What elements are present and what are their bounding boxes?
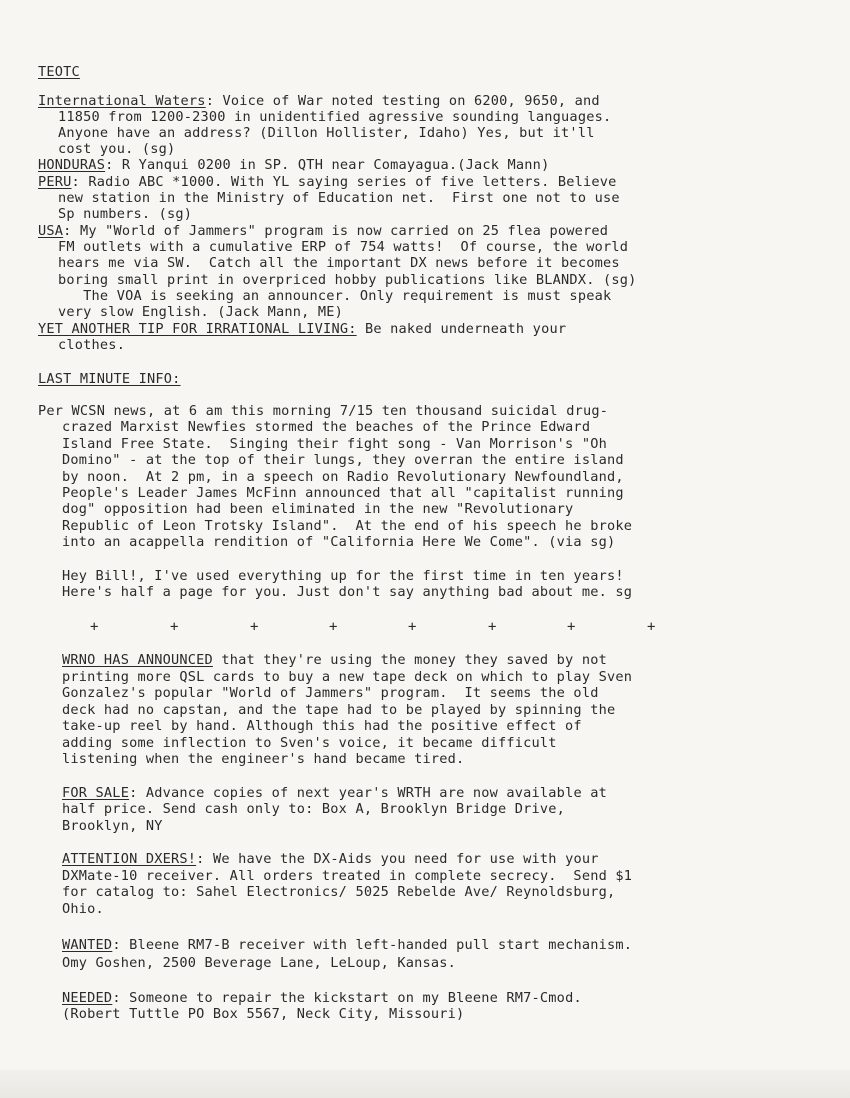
separator-plus: +	[250, 619, 259, 635]
item-text: Radio ABC *1000. With YL saying series of five letters. Believe	[88, 174, 617, 190]
news-para-line: People's Leader James McFinn announced that all "capitalist running	[62, 485, 624, 501]
ad-label: FOR SALE	[62, 785, 130, 801]
item-text: Anyone have an address? (Dillon Hollister, Idaho) Yes, but it'll	[58, 125, 595, 141]
item-text: Sp numbers. (sg)	[58, 206, 193, 222]
item-usa: USA: My "World of Jammers" program is now carried on 25 flea powered	[38, 223, 609, 239]
ad-wrno	[62, 652, 607, 668]
item-text: hears me via SW. Catch all the important DX news before it becomes	[58, 255, 620, 271]
ad-wanted: WANTED: Bleene RM7-B receiver with left-handed pull start mechanism.	[62, 937, 633, 953]
item-irrational-living-tip	[38, 321, 566, 337]
item-label: International Waters	[38, 93, 206, 109]
ad-text: Omy Goshen, 2500 Beverage Lane, LeLoup, Kansas.	[62, 955, 457, 971]
last-minute-heading: LAST MINUTE INFO:	[38, 371, 181, 387]
item-peru: PERU: Radio ABC *1000. With YL saying series of five letters. Believe	[38, 174, 617, 190]
note-line: Hey Bill!, I've used everything up for the first time in ten years!	[62, 568, 624, 584]
separator-plus: +	[170, 619, 179, 635]
item-text: boring small print in overpriced hobby publications like BLANDX. (sg)	[58, 272, 637, 288]
item-text: cost you. (sg)	[58, 141, 176, 157]
item-label: YET ANOTHER TIP FOR IRRATIONAL LIVING:	[38, 321, 357, 337]
separator-plus: +	[567, 619, 576, 635]
ad-text: Brooklyn, NY	[62, 818, 163, 834]
note-line: Here's half a page for you. Just don't say anything bad about me. sg	[62, 584, 633, 600]
ad-text: (Robert Tuttle PO Box 5567, Neck City, Missouri)	[62, 1006, 465, 1022]
ad-text: Ohio.	[62, 901, 104, 917]
item-text: 11850 from 1200-2300 in unidentified agressive sounding languages.	[58, 109, 612, 125]
item-text: new station in the Ministry of Education net. First one not to use	[58, 190, 620, 206]
ad-text: deck had no capstan, and the tape had to be played by spinning the	[62, 702, 616, 718]
item-text: FM outlets with a cumulative ERP of 754 watts! Of course, the world	[58, 239, 629, 255]
ad-text: Gonzalez's popular "World of Jammers" program. It seems the old	[62, 685, 599, 701]
ad-text: half price. Send cash only to: Box A, Brooklyn Bridge Drive,	[62, 801, 566, 817]
ad-text: adding some inflection to Sven's voice, it became difficult	[62, 735, 557, 751]
item-text: The VOA is seeking an announcer. Only requirement is must speak	[58, 288, 612, 304]
ad-text: Bleene RM7-B receiver with left-handed pull start mechanism.	[129, 937, 633, 953]
separator-plus: +	[90, 619, 99, 635]
ad-label: ATTENTION DXERS!	[62, 851, 197, 867]
item-text: Be naked underneath your	[365, 321, 567, 337]
item-text: clothes.	[58, 337, 126, 353]
ad-text: We have the DX-Aids you need for use with your	[212, 851, 599, 867]
item-text: very slow English. (Jack Mann, ME)	[58, 304, 344, 320]
ad-attention-dxers: ATTENTION DXERS!: We have the DX-Aids you need for use with your	[62, 851, 599, 867]
ad-text: for catalog to: Sahel Electronics/ 5025 Rebelde Ave/ Reynoldsburg,	[62, 884, 616, 900]
ad-label: WRNO HAS ANNOUNCED	[62, 652, 213, 668]
ad-label: NEEDED	[62, 990, 113, 1006]
page-bottom-edge	[0, 1070, 850, 1098]
ad-text: printing more QSL cards to buy a new tape deck on which to play Sven	[62, 669, 633, 685]
item-label: PERU	[38, 174, 72, 190]
ad-text: Someone to repair the kickstart on my Bleene RM7-Cmod.	[129, 990, 582, 1006]
item-international-waters: International Waters: Voice of War noted testing on 6200, 9650, and	[38, 93, 600, 109]
separator-plus: +	[329, 619, 338, 635]
news-para-line: Island Free State. Singing their fight song - Van Morrison's "Oh	[62, 436, 607, 452]
ad-label: WANTED	[62, 937, 113, 953]
item-honduras: HONDURAS: R Yanqui 0200 in SP. QTH near Comayagua.(Jack Mann)	[38, 157, 550, 173]
item-label: USA	[38, 223, 64, 239]
news-para-line: Per WCSN news, at 6 am this morning 7/15 ten thousand suicidal drug-	[38, 403, 609, 419]
news-para-line: crazed Marxist Newfies stormed the beaches of the Prince Edward	[62, 419, 591, 435]
news-para-line: Republic of Leon Trotsky Island". At the end of his speech he broke	[62, 518, 633, 534]
item-label: HONDURAS	[38, 157, 106, 173]
ad-text: that they're using the money they saved by not	[221, 652, 607, 668]
ad-text: Advance copies of next year's WRTH are now available at	[145, 785, 607, 801]
news-para-line: Domino" - at the top of their lungs, they overran the entire island	[62, 452, 624, 468]
separator-plus: +	[647, 619, 656, 635]
separator-plus: +	[488, 619, 497, 635]
ad-text: DXMate-10 receiver. All orders treated in complete secrecy. Send $1	[62, 868, 633, 884]
separator-plus: +	[408, 619, 417, 635]
item-text: My "World of Jammers" program is now carried on 25 flea powered	[79, 223, 609, 239]
news-para-line: by noon. At 2 pm, in a speech on Radio Revolutionary Newfoundland,	[62, 469, 624, 485]
news-para-line: dog" opposition had been eliminated in the new "Revolutionary	[62, 501, 574, 517]
section-heading: TEOTC	[38, 64, 80, 80]
item-text: R Yanqui 0200 in SP. QTH near Comayagua.(Jack Mann)	[121, 157, 550, 173]
item-text: Voice of War noted testing on 6200, 9650, and	[222, 93, 600, 109]
ad-needed: NEEDED: Someone to repair the kickstart on my Bleene RM7-Cmod.	[62, 990, 582, 1006]
ad-text: listening when the engineer's hand became tired.	[62, 751, 465, 767]
ad-text: take-up reel by hand. Although this had the positive effect of	[62, 718, 582, 734]
news-para-line: into an acappella rendition of "California Here We Come". (via sg)	[62, 534, 616, 550]
ad-for-sale: FOR SALE: Advance copies of next year's WRTH are now available at	[62, 785, 607, 801]
